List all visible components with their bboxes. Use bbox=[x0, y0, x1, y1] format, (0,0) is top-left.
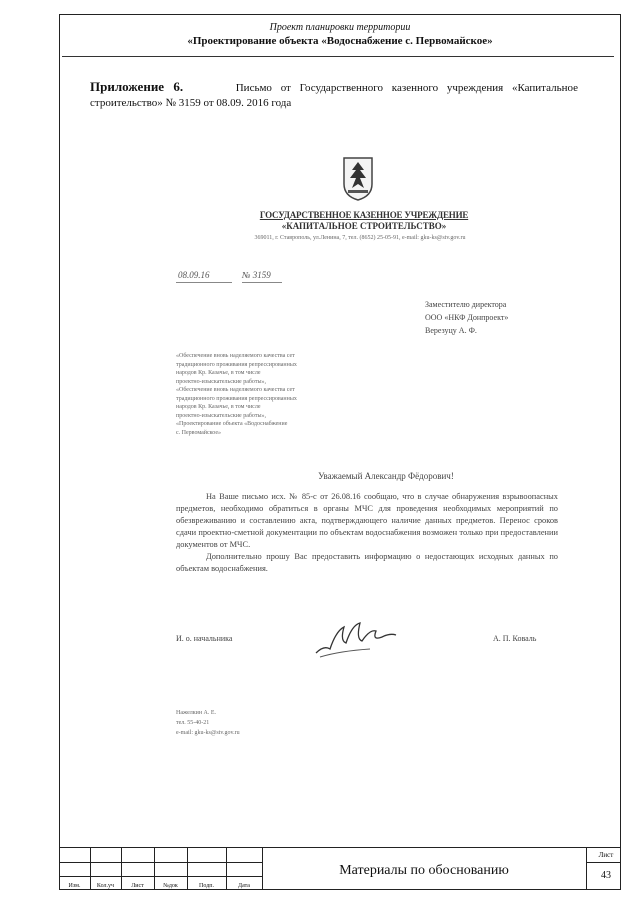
subject-line: «Проектирование объекта «Водоснабжение bbox=[176, 421, 288, 427]
subject-line: проектно-изыскательские работы», bbox=[176, 378, 266, 385]
tb-row-line bbox=[59, 876, 262, 877]
addressee-line: Заместителю директора bbox=[425, 300, 507, 309]
materials-title: Материалы по обоснованию bbox=[339, 863, 509, 878]
handwritten-signature bbox=[310, 615, 400, 661]
appendix-text: Письмо от Государственного казенного учреждения «Капитальное строительство» № 3159 от 08.09. 2016 года bbox=[90, 82, 579, 109]
tb-col-label: Кол.уч bbox=[96, 883, 115, 889]
registration-date: 08.09.16 bbox=[178, 270, 210, 280]
subject-line: народов Кр. Казачье, в том числе bbox=[176, 404, 261, 410]
subject-block bbox=[176, 352, 356, 437]
tb-col-label: Дата bbox=[238, 883, 250, 889]
tb-col-label: №док bbox=[163, 883, 178, 889]
title-block bbox=[59, 847, 621, 890]
addressee-line: ООО «НКФ Донпроект» bbox=[425, 313, 509, 322]
signatory-name: А. П. Коваль bbox=[493, 634, 537, 643]
body-paragraph: На Ваше письмо исх. № 85-с от 26.08.16 сообщаю, что в случае обнаружения взрывоопасных предметов, необходимо обратиться в органы МЧС для проведения необходимых мероприятий по обезвреживанию и составлению акта, подтверждающего наличие данных предметов. Перенос сроков сдачи проектно-сметной документации по объектам водоснабжения возможен только при предоставлении документов от МЧС. bbox=[176, 492, 558, 549]
tb-col-label: Подп. bbox=[199, 883, 214, 889]
subject-line: проектно-изыскательские работы», bbox=[176, 412, 266, 419]
salutation: Уважаемый Александр Фёдорович! bbox=[318, 471, 454, 481]
tb-col-label: Изм. bbox=[68, 883, 81, 889]
body-paragraph: Дополнительно прошу Вас предоставить информацию о недостающих исходных данных по объектам водоснабжения. bbox=[176, 552, 558, 573]
contact-line: тел. 55-40-21 bbox=[176, 720, 210, 726]
org-name-line2: «КАПИТАЛЬНОЕ СТРОИТЕЛЬСТВО» bbox=[281, 221, 447, 231]
signatory-position: И. о. начальника bbox=[176, 634, 233, 643]
registration-number-line bbox=[242, 282, 282, 283]
appendix-caption bbox=[90, 79, 578, 111]
object-title: «Проектирование объекта «Водоснабжение с. Первомайское» bbox=[187, 35, 493, 47]
letter-body bbox=[176, 491, 558, 575]
org-name-line1: ГОСУДАРСТВЕННОЕ КАЗЕННОЕ УЧРЕЖДЕНИЕ bbox=[259, 210, 469, 220]
org-address: 369011, г. Ставрополь, ул.Ленина, 7, тел. (8652) 25-05-91, e-mail: gku-ks@stv.gov.ru bbox=[254, 235, 466, 241]
subject-line: «Обеспечение вновь наделяемого качества сет bbox=[176, 353, 295, 359]
tb-row-line bbox=[586, 862, 621, 863]
coat-of-arms-emblem bbox=[340, 154, 376, 202]
addressee-block bbox=[425, 298, 508, 337]
sheet-number: 43 bbox=[601, 870, 611, 881]
tb-row-line bbox=[59, 862, 262, 863]
contact-block bbox=[176, 708, 240, 738]
sheet-label: Лист bbox=[598, 851, 614, 859]
contact-line: e-mail: gku-ks@stv.gov.ru bbox=[176, 730, 240, 736]
appendix-label: Приложение 6. bbox=[90, 79, 184, 94]
subject-line: традиционного проживания репрессированных bbox=[176, 361, 297, 368]
tb-col-label: Лист bbox=[131, 883, 144, 889]
registration-date-line bbox=[176, 282, 232, 283]
page-frame bbox=[59, 14, 621, 890]
addressee-line: Верезуцу А. Ф. bbox=[425, 326, 477, 335]
subject-line: народов Кр. Казачье, в том числе bbox=[176, 370, 261, 376]
header-divider bbox=[62, 56, 614, 57]
registration-number: № 3159 bbox=[242, 270, 271, 280]
project-title: Проект планировки территории bbox=[269, 22, 411, 33]
contact-line: Нажелкин А. Е. bbox=[176, 710, 217, 716]
subject-line: традиционного проживания репрессированных bbox=[176, 395, 297, 402]
subject-line: «Обеспечение вновь наделяемого качества сет bbox=[176, 387, 295, 393]
subject-line: с. Первомайское» bbox=[176, 429, 221, 436]
